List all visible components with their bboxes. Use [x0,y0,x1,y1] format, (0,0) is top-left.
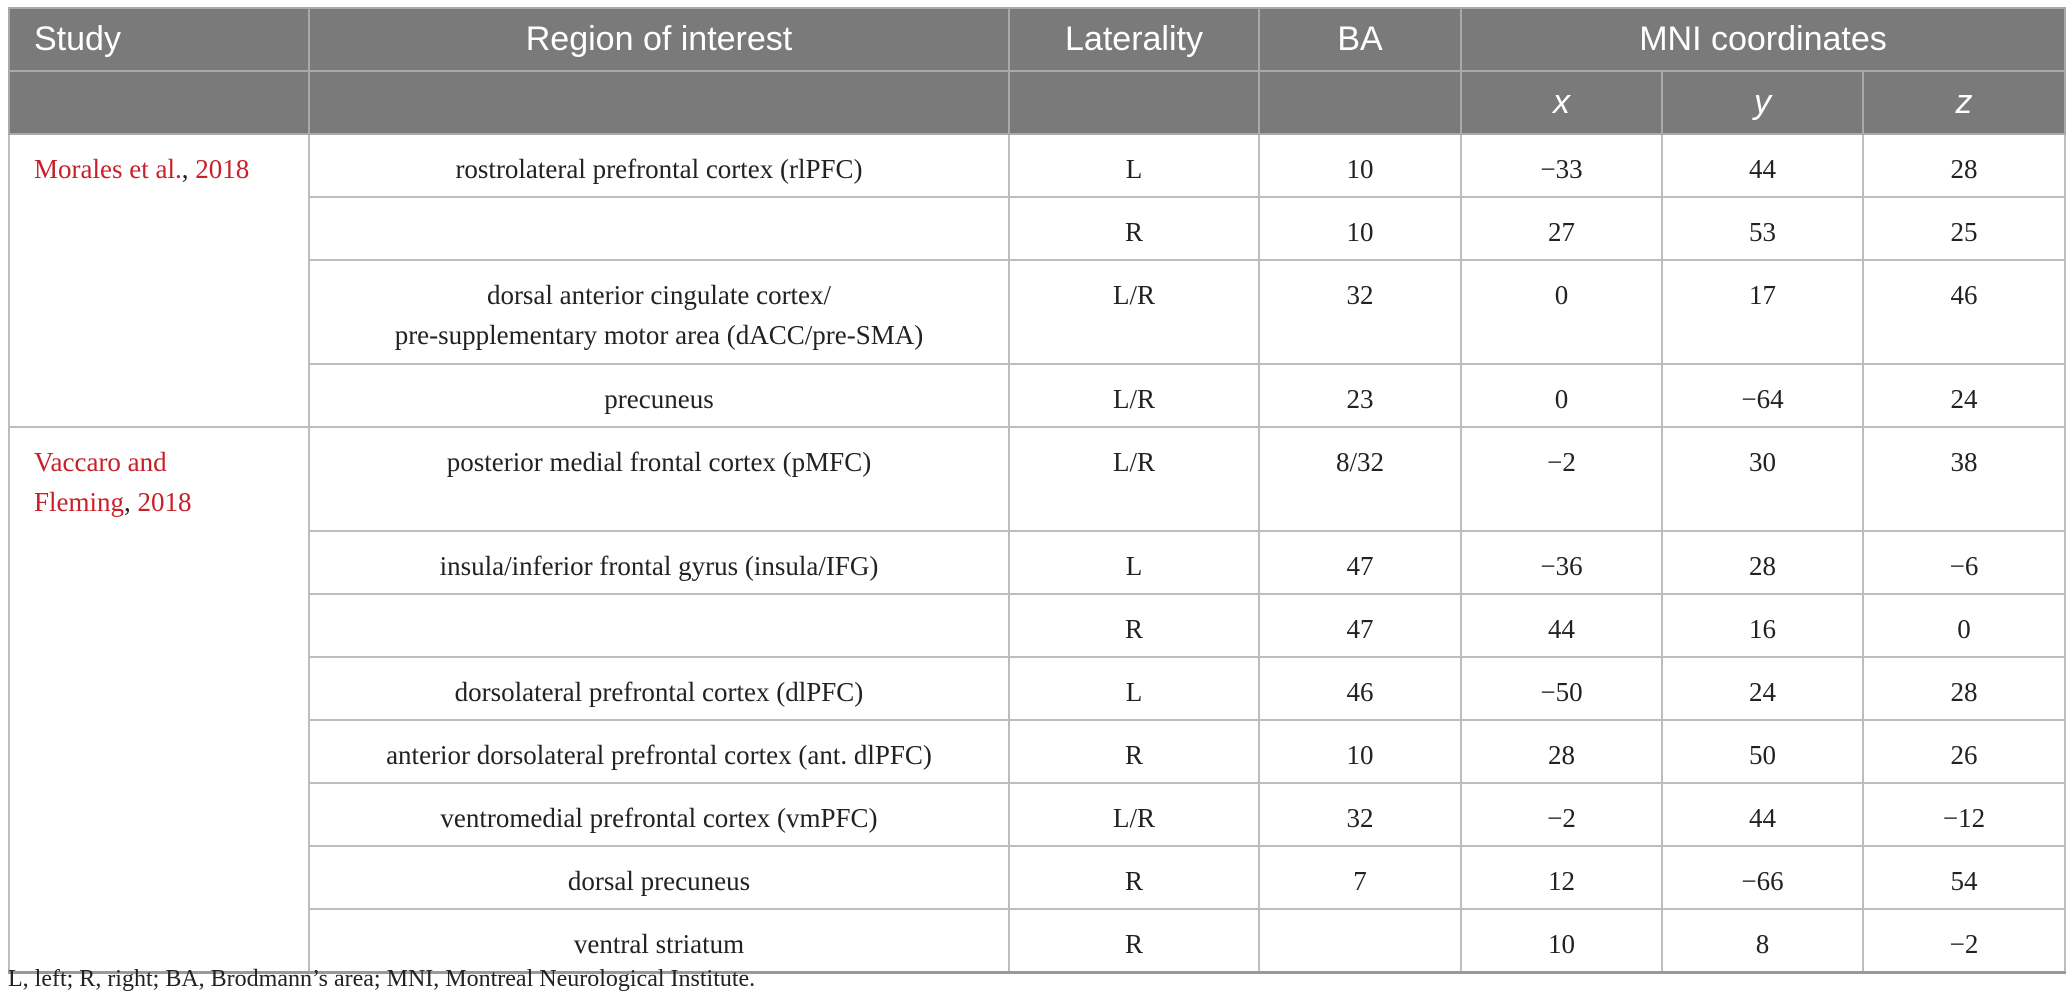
ba-cell: 10 [1259,134,1461,197]
ba-cell: 47 [1259,531,1461,594]
ba-cell: 32 [1259,783,1461,846]
z-cell: −2 [1863,909,2065,973]
roi-cell: posterior medial frontal cortex (pMFC) [309,427,1009,531]
table-row [9,531,2065,594]
study-year-link[interactable]: 2018 [195,154,250,184]
y-cell: 16 [1662,594,1863,657]
table-row [9,909,2065,973]
roi-cell: dorsolateral prefrontal cortex (dlPFC) [309,657,1009,720]
roi-cell: insula/inferior frontal gyrus (insula/IFG) [309,531,1009,594]
z-cell: 25 [1863,197,2065,260]
header-roi: Region of interest [309,8,1009,71]
y-cell: 44 [1662,134,1863,197]
z-cell: 28 [1863,134,2065,197]
header-ba: BA [1259,8,1461,71]
ba-cell: 10 [1259,720,1461,783]
roi-cell [309,197,1009,260]
table-row [9,260,2065,364]
ba-cell: 32 [1259,260,1461,364]
header-row-sub [9,71,2065,134]
study-link[interactable]: Morales et al. [34,154,182,184]
y-cell: −66 [1662,846,1863,909]
y-cell: 17 [1662,260,1863,364]
x-cell: −36 [1461,531,1662,594]
y-cell: 28 [1662,531,1863,594]
laterality-cell: L/R [1009,427,1259,531]
study-sep: , [124,487,138,517]
y-cell: 50 [1662,720,1863,783]
study-cell [9,134,309,427]
roi-cell: rostrolateral prefrontal cortex (rlPFC) [309,134,1009,197]
y-cell: 24 [1662,657,1863,720]
study-cell [9,427,309,973]
header-study: Study [9,8,309,71]
z-cell: −12 [1863,783,2065,846]
roi-cell [309,594,1009,657]
laterality-cell: R [1009,720,1259,783]
header-sub-empty [1259,71,1461,134]
study-year-link[interactable]: 2018 [137,487,192,517]
x-cell: 28 [1461,720,1662,783]
y-cell: 30 [1662,427,1863,531]
study-link[interactable]: Fleming [34,487,125,517]
roi-table [8,7,2066,974]
laterality-cell: L/R [1009,260,1259,364]
laterality-cell: L [1009,134,1259,197]
z-cell: 0 [1863,594,2065,657]
ba-cell: 47 [1259,594,1461,657]
ba-cell: 7 [1259,846,1461,909]
x-cell: 10 [1461,909,1662,973]
laterality-cell: R [1009,197,1259,260]
z-cell: −6 [1863,531,2065,594]
z-cell: 26 [1863,720,2065,783]
z-cell: 24 [1863,364,2065,427]
header-sub-empty [309,71,1009,134]
roi-cell: anterior dorsolateral prefrontal cortex (ant. dlPFC) [309,720,1009,783]
z-cell: 28 [1863,657,2065,720]
table-footnote: L, left; R, right; BA, Brodmann’s area; MNI, Montreal Neurological Institute. [8,966,756,992]
header-sub-empty [9,71,309,134]
ba-cell [1259,909,1461,973]
roi-line-2: pre-supplementary motor area (dACC/pre-SMA) [394,320,924,350]
x-cell: −50 [1461,657,1662,720]
table-row [9,197,2065,260]
y-cell: 44 [1662,783,1863,846]
z-cell: 54 [1863,846,2065,909]
header-x: x [1461,71,1662,134]
header-y: y [1662,71,1863,134]
table-row [9,594,2065,657]
header-sub-empty [1009,71,1259,134]
header-z: z [1863,71,2065,134]
study-sep: , [181,154,196,184]
roi-cell: ventromedial prefrontal cortex (vmPFC) [309,783,1009,846]
ba-cell: 46 [1259,657,1461,720]
table-row [9,427,2065,531]
x-cell: 27 [1461,197,1662,260]
table-row [9,846,2065,909]
y-cell: −64 [1662,364,1863,427]
ba-cell: 10 [1259,197,1461,260]
laterality-cell: R [1009,909,1259,973]
z-cell: 38 [1863,427,2065,531]
z-cell: 46 [1863,260,2065,364]
x-cell: 12 [1461,846,1662,909]
x-cell: 0 [1461,260,1662,364]
roi-cell: dorsal precuneus [309,846,1009,909]
x-cell: 44 [1461,594,1662,657]
laterality-cell: R [1009,846,1259,909]
x-cell: −2 [1461,427,1662,531]
header-mni: MNI coordinates [1461,8,2065,71]
header-row-main [9,8,2065,71]
x-cell: −2 [1461,783,1662,846]
laterality-cell: R [1009,594,1259,657]
table-container [8,7,2064,974]
y-cell: 53 [1662,197,1863,260]
study-link[interactable]: Vaccaro and [34,447,167,477]
table-row [9,364,2065,427]
table-row [9,720,2065,783]
laterality-cell: L/R [1009,783,1259,846]
ba-cell: 23 [1259,364,1461,427]
laterality-cell: L [1009,657,1259,720]
x-cell: 0 [1461,364,1662,427]
table-row [9,134,2065,197]
x-cell: −33 [1461,134,1662,197]
laterality-cell: L [1009,531,1259,594]
laterality-cell: L/R [1009,364,1259,427]
roi-line-1: dorsal anterior cingulate cortex/ [486,280,832,310]
table-row [9,657,2065,720]
header-laterality: Laterality [1009,8,1259,71]
table-row [9,783,2065,846]
roi-cell: ventral striatum [309,909,1009,973]
roi-cell: precuneus [309,364,1009,427]
y-cell: 8 [1662,909,1863,973]
roi-cell [309,260,1009,364]
ba-cell: 8/32 [1259,427,1461,531]
